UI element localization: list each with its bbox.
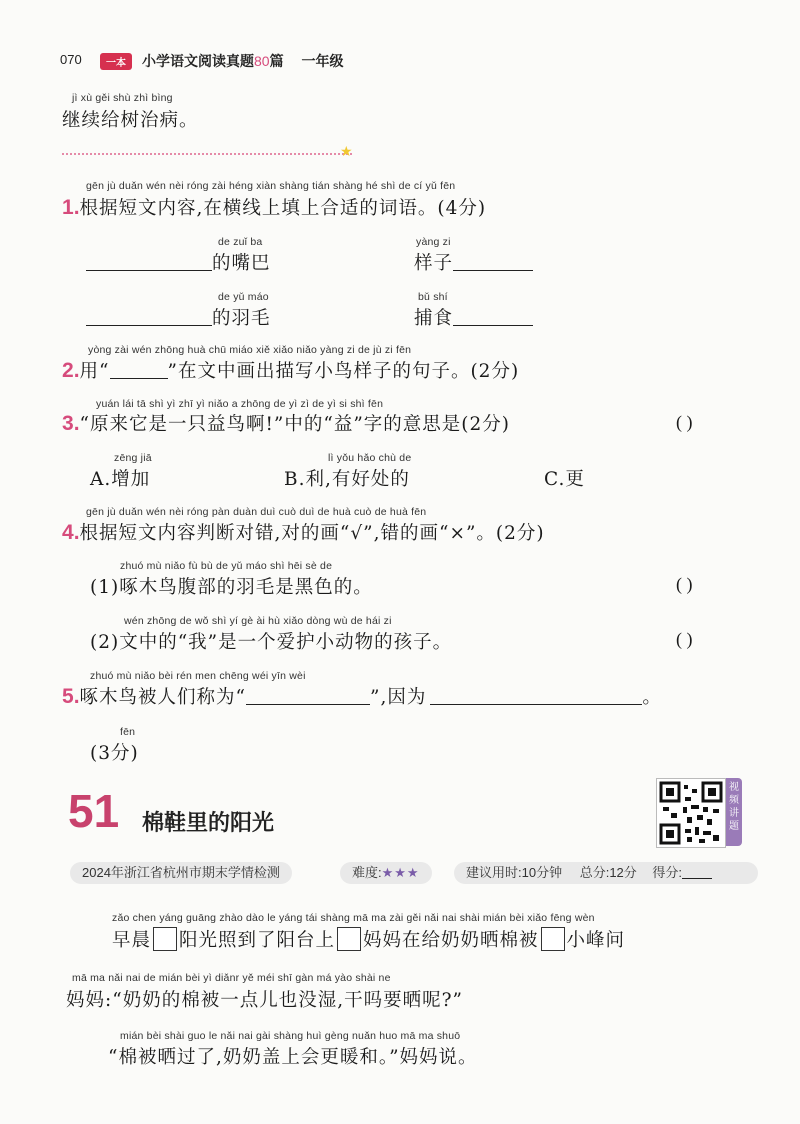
q1b-pinyin: yàng zi — [416, 236, 451, 248]
lesson-info-bar — [70, 860, 740, 886]
answer-blank[interactable] — [110, 360, 168, 379]
q1d-pinyin: bǔ shí — [418, 291, 448, 303]
q3-option-c: C.更 — [544, 469, 585, 490]
passage-line-2: 妈妈:“奶奶的棉被一点儿也没湿,干吗要晒呢?” — [66, 990, 463, 1011]
punctuation-box[interactable] — [153, 927, 177, 951]
answer-paren[interactable]: ( ) — [676, 629, 693, 649]
lesson-number: 51 — [68, 785, 120, 837]
time-score-pill — [454, 862, 758, 884]
q1b-text: 样子 — [414, 253, 454, 274]
suggested-time: 建议用时:10分钟 — [466, 865, 563, 880]
publisher-logo — [100, 51, 132, 70]
passage-p2-pinyin: mā ma nǎi nai de mián bèi yì diǎnr yě méi shī gàn má yào shài ne — [72, 972, 391, 984]
passage-line-3: “棉被晒过了,奶奶盖上会更暖和。”妈妈说。 — [108, 1047, 478, 1068]
q3-text: “原来它是一只益鸟啊!”中的“益”字的意思是(2分) — [79, 414, 511, 435]
book-title-num: 80 — [254, 53, 270, 69]
passage-p3-pinyin: mián bèi shài guo le nǎi nai gài shàng huì gèng nuǎn huo mā ma shuō — [120, 1030, 461, 1042]
q1c-text: 的羽毛 — [212, 308, 271, 329]
intro-pinyin: jì xù gěi shù zhì bìng — [72, 92, 173, 104]
q4-statement-2: (2)文中的“我”是一个爱护小动物的孩子。 — [90, 632, 453, 653]
q4s2-pinyin: wén zhōng de wǒ shì yí gè ài hù xiǎo dòng wù de hái zi — [124, 615, 392, 627]
answer-blank[interactable] — [453, 307, 533, 326]
difficulty-label: 难度: — [352, 865, 382, 880]
p1-text-b: 阳光照到了阳台上 — [179, 930, 336, 951]
q2-text-b: ”在文中画出描写小鸟样子的句子。(2分) — [167, 361, 520, 382]
answer-blank[interactable] — [453, 252, 533, 271]
q1b — [414, 249, 533, 275]
answer-blank[interactable] — [246, 686, 370, 705]
q3-number: 3 — [62, 412, 74, 435]
question-2: 2.用“ ”在文中画出描写小鸟样子的句子。(2分) — [62, 359, 520, 382]
q1c-pinyin: de yǔ máo — [218, 291, 269, 303]
difficulty-pill — [340, 862, 432, 884]
q1-number: 1 — [62, 196, 74, 219]
answer-paren[interactable]: ( ) — [676, 412, 693, 432]
q1d — [414, 304, 533, 330]
question-1: 1.根据短文内容,在横线上填上合适的词语。(4分) — [62, 196, 487, 219]
q2-number: 2 — [62, 359, 74, 382]
q1c — [86, 304, 271, 330]
q2-pinyin: yòng zài wén zhōng huà chū miáo xiě xiǎo niǎo yàng zi de jù zi fēn — [88, 344, 412, 356]
punctuation-box[interactable] — [541, 927, 565, 951]
q2-text-a: 用“ — [79, 361, 110, 382]
answer-blank[interactable] — [86, 307, 212, 326]
q5-text-a: 啄木鸟被人们称为“ — [79, 687, 246, 708]
q3b-pinyin: lì yǒu hǎo chù de — [328, 452, 412, 464]
q5-pinyin: zhuó mù niǎo bèi rén men chēng wéi yīn wèi — [90, 670, 306, 682]
grade-label: 一年级 — [301, 53, 344, 69]
q1a — [86, 249, 271, 275]
logo-text: 一本 — [100, 53, 132, 70]
q5-score-pinyin: fēn — [120, 726, 136, 738]
page-number: 070 — [60, 52, 82, 67]
book-title-b: 篇 — [269, 53, 284, 69]
question-4: 4.根据短文内容判断对错,对的画“√”,错的画“×”。(2分) — [62, 521, 545, 544]
q1d-text: 捕食 — [414, 308, 454, 329]
answer-blank[interactable] — [430, 686, 642, 705]
book-title-a: 小学语文阅读真题 — [142, 53, 254, 69]
p1-text-d: 小峰问 — [566, 930, 626, 951]
q4-statement-1: (1)啄木鸟腹部的羽毛是黑色的。 — [90, 577, 373, 598]
answer-blank[interactable] — [86, 252, 212, 271]
q3a-pinyin: zēng jiā — [114, 452, 152, 464]
q4-number: 4 — [62, 521, 74, 544]
p1-text-a: 早晨 — [112, 930, 152, 951]
score-label: 得分: — [652, 865, 683, 880]
book-title — [142, 51, 343, 71]
q4s1-pinyin: zhuó mù niǎo fù bù de yǔ máo shì hēi sè de — [120, 560, 333, 572]
q5-text-b: ”,因为 — [370, 687, 427, 708]
divider — [62, 153, 352, 155]
intro-text: 继续给树治病。 — [62, 110, 199, 131]
q4-pinyin: gēn jù duǎn wén nèi róng pàn duàn duì cuò duì de huà cuò de huà fēn — [86, 506, 427, 518]
q3-pinyin: yuán lái tā shì yì zhī yì niǎo a zhōng de yì zì de yì si shì fēn — [96, 398, 384, 410]
question-5: 5.啄木鸟被人们称为“ ”,因为 。 — [62, 685, 662, 708]
qr-code-icon[interactable] — [656, 778, 726, 848]
q5-text-c: 。 — [642, 687, 662, 708]
passage-p1-pinyin: zǎo chen yáng guāng zhào dào le yáng tái shàng mā ma zài gěi nǎi nai shài mián bèi xiǎo fēng wèn — [112, 912, 595, 924]
q1-text: 根据短文内容,在横线上填上合适的词语。(4分) — [79, 198, 487, 219]
q1a-pinyin: de zuǐ ba — [218, 236, 263, 248]
q5-number: 5 — [62, 685, 74, 708]
q1a-text: 的嘴巴 — [212, 253, 271, 274]
punctuation-box[interactable] — [337, 927, 361, 951]
question-3: 3.“原来它是一只益鸟啊!”中的“益”字的意思是(2分) — [62, 412, 511, 435]
answer-paren[interactable]: ( ) — [676, 574, 693, 594]
p1-text-c: 妈妈在给奶奶晒棉被 — [363, 930, 539, 951]
q1-pinyin: gēn jù duǎn wén nèi róng zài héng xiàn shàng tián shàng hé shì de cí yǔ fēn — [86, 180, 456, 192]
score-blank[interactable] — [682, 864, 712, 879]
passage-line-1 — [112, 926, 625, 952]
lesson-title: 棉鞋里的阳光 — [142, 810, 275, 835]
q3-option-b: B.利,有好处的 — [284, 469, 410, 490]
difficulty-stars: ★★★ — [381, 865, 420, 880]
q5-score: (3分) — [90, 743, 139, 764]
q3-option-a: A.增加 — [90, 469, 151, 490]
total-score: 总分:12分 — [579, 865, 637, 880]
video-explanation-tag[interactable]: 视频讲题 — [726, 778, 742, 846]
q4-text: 根据短文内容判断对错,对的画“√”,错的画“×”。(2分) — [79, 523, 545, 544]
star-icon: ★ — [340, 144, 353, 160]
source-pill: 2024年浙江省杭州市期末学情检测 — [70, 862, 292, 884]
